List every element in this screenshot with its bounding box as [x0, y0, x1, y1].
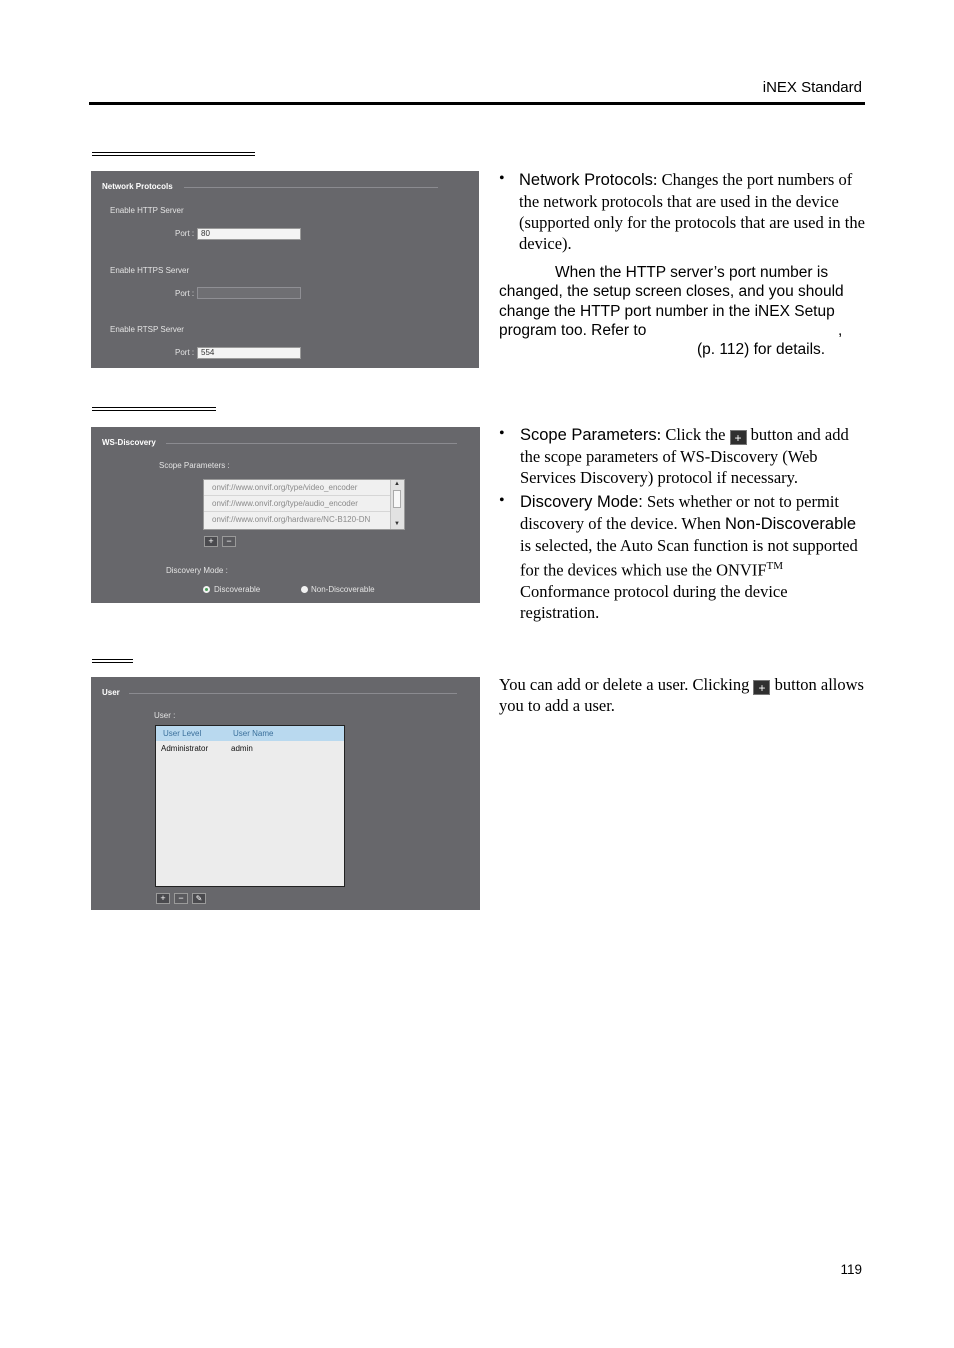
term-discovery-mode: Discovery Mode: [520, 493, 643, 511]
user-table[interactable] [155, 725, 345, 887]
note-page-reference: (p. 112) for details. [697, 341, 826, 358]
column-header-user-name[interactable]: User Name [233, 729, 274, 738]
page-header-title: iNEX Standard [762, 79, 862, 96]
non-discoverable-radio[interactable] [301, 586, 308, 593]
scope-list-scrollbar[interactable] [390, 480, 404, 529]
description-text: You can add or delete a user. Clicking [499, 675, 750, 694]
bullet: • [499, 492, 505, 509]
note-text: When the HTTP server’s port number is changed, the setup screen closes, and you should change the HTTP port number in the iNEX Setup program too. Refer to [499, 264, 844, 339]
discoverable-label[interactable]: Discoverable [214, 585, 261, 594]
edit-user-button[interactable]: ✎ [192, 893, 206, 904]
bullet: • [499, 170, 505, 187]
ws-discovery-panel [91, 427, 480, 603]
discovery-mode-description [520, 491, 866, 623]
add-scope-button[interactable]: + [204, 536, 218, 547]
panel-title: User [102, 688, 120, 697]
http-server-label: Enable HTTP Server [110, 206, 184, 215]
plus-button-icon: + [753, 680, 770, 695]
user-list-label: User : [154, 711, 176, 720]
discovery-mode-label: Discovery Mode : [166, 566, 228, 575]
scroll-thumb[interactable] [393, 490, 401, 508]
note-comma: , [838, 322, 843, 339]
description-text: button and add the scope parameters of WS-Discovery (Web Services Discovery) protocol if necessary. [520, 425, 849, 487]
rtsp-server-label: Enable RTSP Server [110, 325, 184, 334]
https-port-input[interactable] [197, 287, 301, 299]
term-network-protocols: Network Protocols [519, 171, 653, 189]
list-item[interactable]: onvif://www.onvif.org/type/video_encoder [204, 480, 391, 496]
scroll-down-icon[interactable]: ▼ [394, 521, 400, 527]
scope-parameters-label: Scope Parameters : [159, 461, 230, 470]
scope-parameters-list[interactable] [203, 479, 405, 530]
add-user-button[interactable]: + [156, 893, 170, 904]
list-item[interactable]: onvif://www.onvif.org/hardware/NC-B120-DN [212, 515, 371, 524]
rtsp-port-label: Port : [175, 348, 195, 357]
table-row[interactable] [156, 741, 344, 756]
description-text: : Changes the port numbers of the network protocols that are used in the device (supported only for the protocols that are used in the device). [519, 170, 865, 253]
http-port-label: Port : [175, 229, 195, 238]
remove-scope-button[interactable]: − [222, 536, 236, 547]
discoverable-radio[interactable] [203, 586, 210, 593]
term-non-discoverable: Non-Discoverable [724, 515, 857, 533]
description-text: : Click the [656, 425, 726, 444]
plus-button-icon: + [730, 430, 747, 445]
panel-title: Network Protocols [102, 182, 173, 191]
non-discoverable-label[interactable]: Non-Discoverable [311, 585, 375, 594]
user-name-cell: admin [231, 744, 253, 753]
http-port-input[interactable]: 80 [197, 228, 301, 240]
list-item[interactable]: onvif://www.onvif.org/type/audio_encoder [204, 496, 391, 512]
panel-title-rule [184, 187, 438, 188]
bullet: • [499, 425, 505, 442]
https-port-label: Port : [175, 289, 195, 298]
term-scope-parameters: Scope Parameters [520, 426, 657, 444]
page-number: 119 [840, 1262, 862, 1277]
header-rule [89, 102, 865, 105]
column-header-user-level[interactable]: User Level [163, 729, 202, 738]
user-panel [91, 677, 480, 910]
description-text: Sets whether or not to permit discovery of the device. When [520, 492, 840, 533]
description-text: Conformance protocol during the device registration. [520, 581, 788, 622]
trademark-sup: TM [766, 560, 784, 572]
panel-title-rule [166, 443, 457, 444]
section-heading-underline [92, 407, 216, 411]
user-description [499, 674, 867, 716]
remove-user-button[interactable]: − [174, 893, 188, 904]
panel-title-rule [129, 693, 457, 694]
description-text: is selected, the Auto Scan function is not supported for the devices which use the ONVIF [520, 536, 858, 580]
section-heading-underline [92, 152, 255, 156]
http-port-note [499, 263, 867, 340]
scope-parameters-description [520, 424, 866, 488]
network-protocols-description [519, 169, 865, 254]
scroll-up-icon[interactable]: ▲ [394, 481, 400, 487]
rtsp-port-input[interactable]: 554 [197, 347, 301, 359]
section-heading-underline [92, 659, 133, 663]
user-table-header [156, 726, 344, 741]
https-server-label: Enable HTTPS Server [110, 266, 190, 275]
network-protocols-panel [91, 171, 479, 368]
description-text: button allows you to add a user. [499, 675, 864, 715]
panel-title: WS-Discovery [102, 438, 156, 447]
user-level-cell: Administrator [161, 744, 209, 753]
